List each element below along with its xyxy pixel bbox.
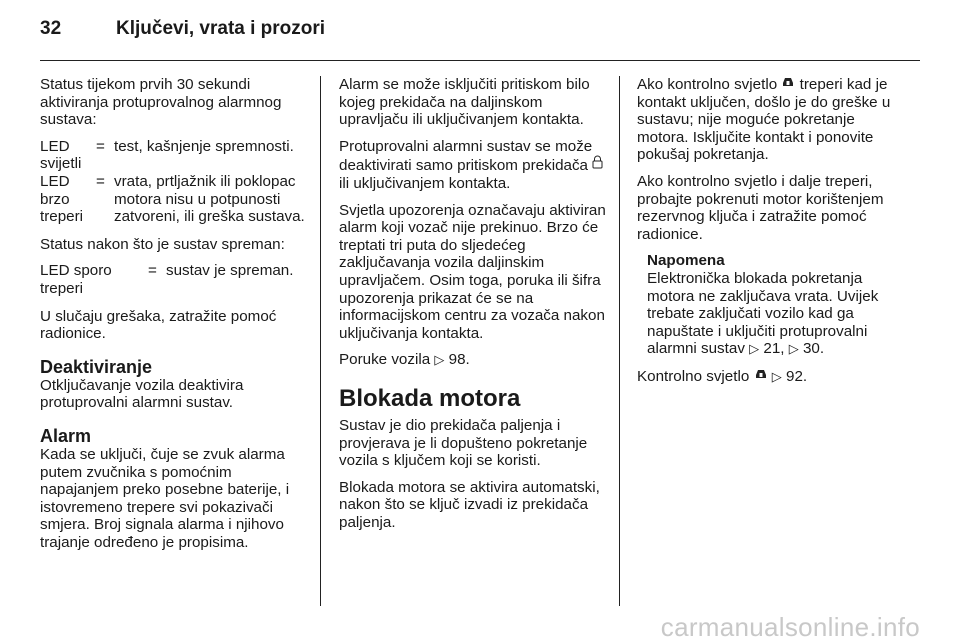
status-eq: =	[96, 137, 105, 155]
status-eq: =	[148, 262, 157, 280]
immobiliser-text-1: Sustav je dio prekidača paljenja i provjerava je li dopušteno pokretanje vozila s ključem koji se koristi.	[339, 416, 588, 470]
lamp-flash-text: Ako kontrolno svjetlo treperi kad je kontakt uključen, došlo je do greške u sustavu; nije moguće pokretanje motora. Isključite kontakt i ponovite pokušaj pokretanja.	[637, 76, 891, 164]
lock-button-icon	[592, 155, 603, 175]
warning-lights-text: Svjetla upozorenja označavaju aktiviran alarm koji vozač nije prekinuo. Brzo će treptati tri puta do sljedećeg zaključavanja vozila daljinskim upravljačem. Osim toga, poruka ili šifra upozorenja prikazat će se na informacijskom centru za vozača nakon uključivanja kontakta.	[339, 201, 606, 342]
column-2	[339, 76, 607, 540]
note-title: Napomena	[647, 252, 725, 270]
alarm-off-text: Alarm se može isključiti pritiskom bilo kojeg prekidača na daljinskom upravljaču ili uključivanjem kontakta.	[339, 76, 590, 129]
alarm-heading: Alarm	[40, 425, 92, 446]
alarm-deactivate-text: Protuprovalni alarmni sustav se može deaktivirati samo pritiskom prekidača ili uključivanjem kontakta.	[339, 138, 607, 193]
column-3	[637, 76, 907, 395]
column-divider-1	[320, 76, 321, 606]
ref-arrow-icon: ▷	[434, 352, 445, 368]
page-title: Ključevi, vrata i prozori	[116, 18, 326, 39]
status-desc: test, kašnjenje spremnosti.	[114, 137, 294, 155]
immobiliser-lamp-icon	[754, 368, 768, 386]
deactivation-heading: Deaktiviranje	[40, 356, 153, 377]
status-term: LED svijetli	[40, 137, 82, 173]
page-header	[40, 18, 325, 48]
alarm-text: Kada se uključi, čuje se zvuk alarma putem zvučnika s pomoćnim napajanjem preko posebne baterije, i istovremeno trepere svi pokazivači smjera. Broj signala alarma i njihovo trajanje određeno je propisima.	[40, 445, 290, 551]
header-divider	[40, 60, 920, 61]
status-row-led-on	[40, 138, 306, 173]
status-row-led-fast	[40, 173, 306, 226]
status-term: LED sporo treperi	[40, 262, 112, 297]
page-number: 32	[40, 18, 62, 39]
ready-intro: Status nakon što je sustav spreman:	[40, 235, 285, 253]
column-1	[40, 76, 306, 560]
immobiliser-text-2: Blokada motora se aktivira automatski, nakon što se ključ izvadi iz prekidača paljenja.	[339, 478, 600, 531]
lamp-ref: Kontrolno svjetlo ▷ 92.	[637, 367, 808, 385]
status-desc: vrata, prtljažnik ili poklopac motora nisu u potpunosti zatvoreni, ili greška sustava.	[114, 172, 305, 226]
fault-text: U slučaju grešaka, zatražite pomoć radionice.	[40, 307, 277, 343]
note-text: Elektronička blokada pokretanja motora ne zaključava vrata. Uvijek trebate zaključati vozilo kad ga napuštate i uključiti protuprovalni alarmni sustav ▷ 21, ▷ 30.	[647, 269, 879, 358]
watermark: carmanualsonline.info	[660, 612, 920, 642]
status-row-led-slow	[40, 262, 306, 297]
ref-arrow-icon: ▷	[749, 341, 760, 357]
ref-arrow-icon: ▷	[771, 368, 782, 384]
immobiliser-heading: Blokada motora	[339, 384, 521, 412]
vehicle-messages-ref: Poruke vozila ▷ 98.	[339, 351, 470, 369]
deactivation-text: Otključavanje vozila deaktivira protuprovalni alarmni sustav.	[40, 376, 244, 412]
column-divider-2	[619, 76, 620, 606]
ref-arrow-icon: ▷	[788, 341, 799, 357]
note-box	[637, 252, 907, 358]
status-term: LED brzo treperi	[40, 172, 84, 226]
status-desc: sustav je spreman.	[166, 262, 294, 280]
status-intro: Status tijekom prvih 30 sekundi aktiviranja protuprovalnog alarmnog sustava:	[40, 76, 282, 129]
status-eq: =	[96, 172, 105, 190]
immobiliser-lamp-icon	[781, 76, 795, 94]
spare-key-text: Ako kontrolno svjetlo i dalje treperi, probajte pokrenuti motor korištenjem rezervnog ključa i zatražite pomoć radionice.	[637, 172, 884, 243]
